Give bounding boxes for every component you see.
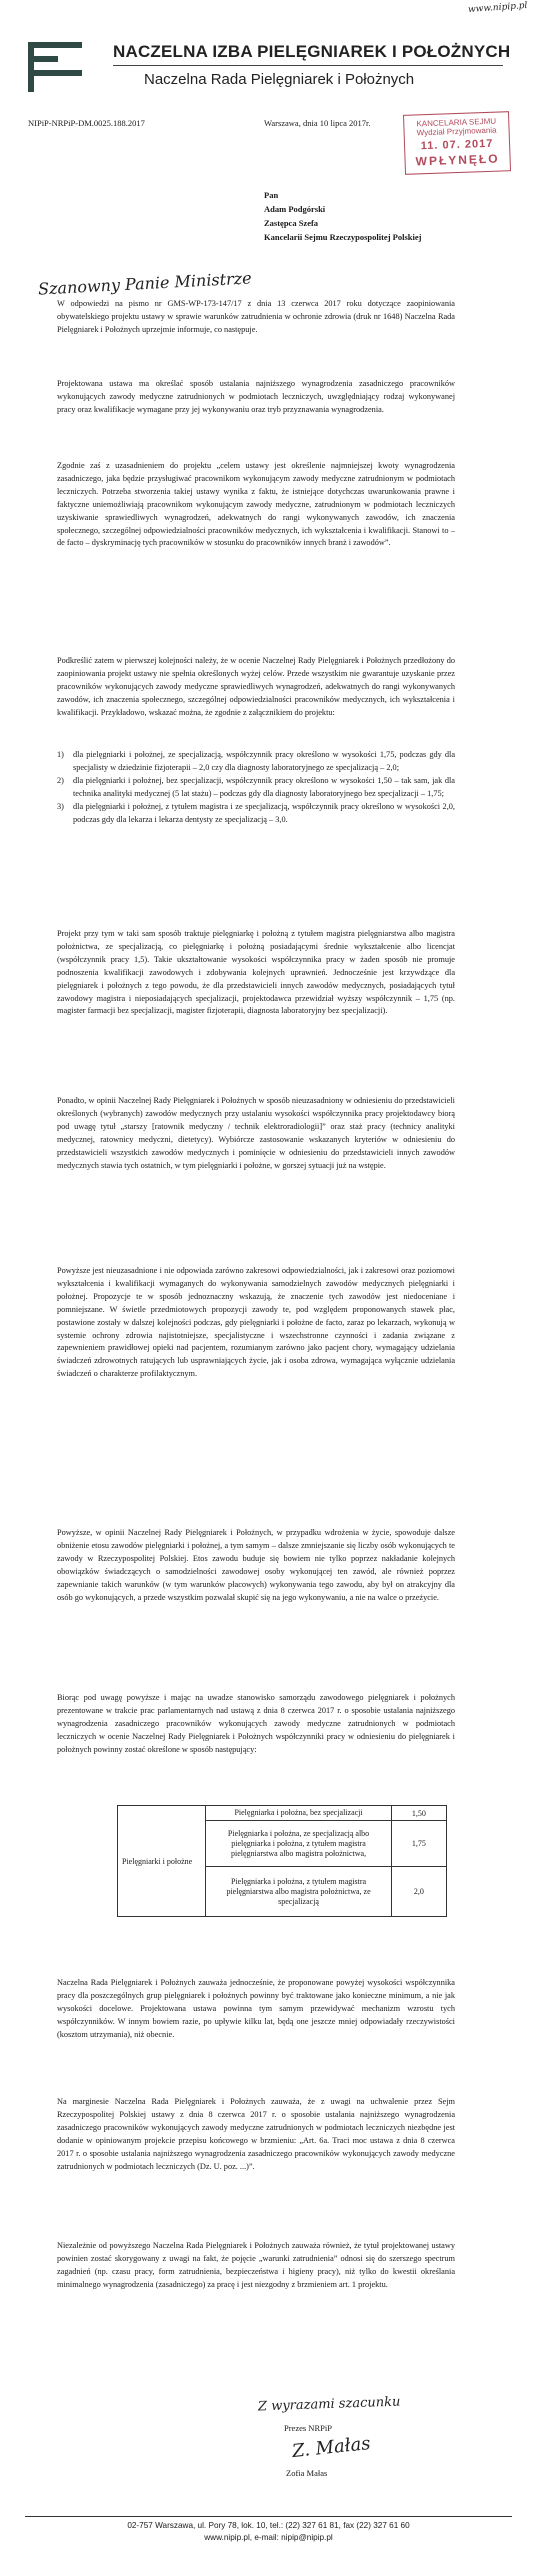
table-cell: 2,0 [391,1867,446,1917]
table-cell: Pielęgniarka i położna, z tytułem magistra pielęgniarstwa albo magistra położnictwa, ze specjalizacją [206,1867,392,1917]
addressee-line: Kancelarii Sejmu Rzeczypospolitej Polskiej [264,232,422,242]
handwritten-closing: Z wyrazami szacunku [257,2394,401,2415]
paragraph: Projektowana ustawa ma określać sposób ustalania najniższego wynagrodzenia zasadniczego pracowników wykonujących zawody medyczne zatrudnionych w podmiotach leczniczych, uwzględniający rodzaj wykonywanej pracy oraz kwalifikacje wymagane przy jej wykonywaniu oraz tryb przyznawania wynagrodzenia. [57,379,455,414]
table-row [118,1806,447,1821]
table-cell: 1,75 [391,1821,446,1867]
handwritten-signature: Z. Małas [291,2432,372,2463]
top-handwritten-note: www.nipip.pl [467,0,528,16]
list-item: 3) dla pielęgniarki i położnej, z tytułem magistra i ze specjalizacją, współczynnik pracy określono w wysokości 2,0, podczas gdy dla lekarza i lekarza dentysty ze specjalizacją – 3,0. [57,801,455,824]
stamp-label: WPŁYNĘŁO [415,151,500,169]
table-cell: Pielęgniarka i położna, ze specjalizacją albo pielęgniarka i położna, z tytułem magistra pielęgniarstwa albo magistra położnictwa, [206,1821,392,1867]
paragraph: Zgodnie zaś z uzasadnieniem do projektu „celem ustawy jest określenie najmniejszej kwoty wynagrodzenia zasadniczego, jaka będzie przysługiwać pracownikom wykonującym zawody medyczne zatrudnionym w podmiotach leczniczych. Potrzeba stworzenia takiej ustawy wynika z faktu, że istniejące dotychczas uwarunkowania prawne i faktyczne uniemożliwiają pracownikom wykonującym zawody medyczne, zatrudnionym w podmiotach leczniczych uzyskiwanie sprawiedliwych wynagrodzeń, adekwatnych do rangi wykonywanych zawodów, ich znaczenia społecznego, szczególnej odpowiedzialności pracowników medycznych, ich wykształcenia i kwalifikacji. Stanowi to – de facto – dyskryminację tych pracowników w stosunku do pracowników innych branż i zawodów”. [57,461,455,548]
footer-contact: www.nipip.pl, e-mail: nipip@nipip.pl [204,2533,333,2542]
handwritten-greeting: Szanowny Panie Ministrze [37,268,253,299]
nipip-logo [28,42,82,92]
paragraph: Na marginesie Naczelna Rada Pielęgniarek i Położnych zauważa, że z uwagi na uchwalenie przez Sejm Rzeczypospolitej Polskiej ustawy z dnia 8 czerwca 2017 r. o sposobie ustalania najniższego wynagrodzenia zasadniczego pracowników wykonujących zawody medyczne zatrudnionych w podmiotach leczniczych niezbędne jest dodanie w opiniowanym projekcie przepisu końcowego w brzmieniu: „Art. 6a. Traci moc ustawa z dnia 8 czerwca 2017 r. o sposobie ustalania najniższego wynagrodzenia zasadniczego pracowników wykonujących zawody medyczne zatrudnionych w podmiotach leczniczych (Dz. U. poz. ...)”. [57,2097,455,2171]
letterhead-divider [113,65,503,66]
receipt-stamp [403,111,511,175]
letterhead [28,38,511,102]
footer-divider [25,2516,512,2517]
paragraph: Projekt przy tym w taki sam sposób traktuje pielęgniarkę i położną z tytułem magistra pielęgniarstwa albo magistra położnictwa, ze specjalizacją, co pielęgniarkę i położną posiadającymi średnie wykształcenie albo licencjat (współczynnik pracy 1,5). Takie ukształtowanie wysokości współczynnika pracy w żaden sposób nie promuje podnoszenia kwalifikacji zawodowych i zdobywania kolejnych uprawnień. Jednocześnie jest krzywdzące dla pielęgniarek i położnych z tego powodu, że dla przedstawicieli innych zawodów medycznych, posiadających tytuł zawodowy magistra i nieposiadających specjalizacji, projektodawca przewidział wyższy współczynnik – 1,75 (np. magister farmacji bez specjalizacji, magister fizjoterapii, diagnosta laboratoryjny bez specjalizacji). [57,929,455,1016]
footer-address: 02-757 Warszawa, ul. Pory 78, lok. 10, tel.: (22) 327 61 81, fax (22) 327 61 60 [127,2521,410,2530]
paragraph: Niezależnie od powyższego Naczelna Rada Pielęgniarek i Położnych zauważa również, że tytuł projektowanej ustawy powinien zostać skorygowany z uwagi na fakt, że pojęcie „warunki zatrudnienia” odnosi się do szerszego spectrum zagadnień (np. czasu pracy, form zatrudnienia, bezpieczeństwa i higieny pracy), niż tylko do kwestii określania minimalnego wynagrodzenia (zasadniczego) za pracę i jest niezgodny z brzmieniem art. 1 projektu. [57,2241,455,2289]
paragraph: W odpowiedzi na pismo nr GMS-WP-173-147/17 z dnia 13 czerwca 2017 roku dotyczące zaopiniowania obywatelskiego projektu ustawy w sprawie warunków zatrudnienia w ochronie zdrowia (druk nr 1648) Naczelna Rada Pielęgniarek i Położnych uprzejmie informuje, co następuje. [57,299,455,334]
signatory-name: Zofia Małas [286,2468,328,2478]
coefficient-table [117,1805,447,1917]
paragraph: Podkreślić zatem w pierwszej kolejności należy, że w ocenie Naczelnej Rady Pielęgniarek i Położnych przedłożony do zaopiniowania projekt ustawy nie spełnia określonych wyżej celów. Przede wszystkim nie gwarantuje uzyskanie przez pracowników wykonujących zawody medyczne sprawiedliwych wynagrodzeń, adekwatnych do rangi wykonywanych zawodów, ich znaczenia społecznego, szczególnej odpowiedzialności pracowników medycznych, ich wykształcenia i kwalifikacji. Przykładowo, wskazać można, że zgodnie z załącznikiem do projektu: [57,656,455,717]
signatory-title: Prezes NRPiP [284,2423,332,2433]
list-item: 1) dla pielęgniarki i położnej, ze specjalizacją, współczynnik pracy określono w wysokości 1,75, podczas gdy dla specjalisty w dziedzinie fizjoterapii – 2,0 czy dla diagnosty laboratoryjnego ze specjalizacją – 2,0; [57,750,455,772]
addressee-line: Zastępca Szefa [264,218,319,228]
paragraph: Biorąc pod uwagę powyższe i mając na uwadze stanowisko samorządu zawodowego pielęgniarek i położnych prezentowane w trakcie prac parlamentarnych nad ustawą z dnia 8 czerwca 2017 r. o sposobie ustalania najniższego wynagrodzenia zasadniczego pracowników wykonujących zawody medyczne zatrudnionych w podmiotach leczniczych w ocenie Naczelnej Rady Pielęgniarek i Położnych współczynniki pracy w odniesieniu do pielęgniarek i położnych powinny zostać określone w sposób następujący: [57,1693,455,1754]
addressee-line: Adam Podgórski [264,204,326,214]
reference-number: NIPiP-NRPiP-DM.0025.188.2017 [28,118,145,128]
list-item: 2) dla pielęgniarki i położnej, bez specjalizacji, współczynnik pracy określono w wysokości 1,50 – tak sam, jak dla technika analityki medycznej (5 lat stażu) – podczas gdy dla diagnosty laboratoryjnego bez specjalizacji – 1,75; [57,775,455,798]
paragraph: Ponadto, w opinii Naczelnej Rady Pielęgniarek i Położnych w sposób nieuzasadniony w odniesieniu do przedstawicieli określonych (wybranych) zawodów medycznych przy ustalaniu wysokości współczynnika pracy projektodawcy biorą pod uwagę tytuł „starszy [ratownik medyczny / technik elektroradiologii]” oraz staż pracy (technicy analityki medycznej, ratownicy medyczni, dietetycy). Wybiórcze zastosowanie wskazanych kryteriów w odniesieniu do przedstawicieli wszystkich zawodów medycznych i pominięcie w odniesieniu do przedstawicieli innych zawodów medycznych stawia tych ostatnich, w tym pielęgniarki i położne, w gorszej sytuacji już na wstępie. [57,1096,455,1170]
letterhead-subtitle: Naczelna Rada Pielęgniarek i Położnych [144,71,415,88]
table-row-header: Pielęgniarki i położne [118,1806,206,1917]
table-cell: 1,50 [391,1806,446,1821]
paragraph: Powyższe jest nieuzasadnione i nie odpowiada zarówno zakresowi odpowiedzialności, jak i zakresowi oraz poziomowi wykształcenia i kwalifikacji wymaganych do wykonywania samodzielnych zawodów medycznych pielęgniarki i położnej. Propozycje te w sposób jednoznaczny wskazują, że znaczenie tych zawodów jest niedoceniane i pomniejszane. W świetle przedmiotowych propozycji zawody te, pod względem proponowanych stawek płac, postawione zostały w dalszej kolejności podczas, gdy pielęgniarki i położne de facto, zaraz po lekarzach, wykonują w systemie ochrony zdrowia najistotniejsze, specjalistyczne i wszechstronne czynności i zadania związane z zapewnieniem prawidłowej opieki nad pacjentem, rozumianym zarówno jako pacjent chory, wymagający udzielania świadczeń zdrowotnych ratujących lub usprawniających życie, jak i osoba zdrowa, wymagająca wyłącznie udzielania świadczeń o charakterze profilaktycznym. [57,1266,455,1379]
stamp-line-2: Wydział Przyjmowania [416,125,497,138]
date-place: Warszawa, dnia 10 lipca 2017r. [264,118,371,128]
stamp-line-1: KANCELARIA SEJMU [416,116,497,129]
stamp-date: 11. 07. 2017 [420,137,494,153]
comparison-list [57,749,455,826]
paragraph: Naczelna Rada Pielęgniarek i Położnych zauważa jednocześnie, że proponowane powyżej wysokości współczynnika pracy dla poszczególnych grup pielęgniarek i położnych powinny być traktowane jako konieczne minimum, a nie jak wysokości docelowe. Projektowana ustawa powinna tym samym przewidywać mechanizm wzrostu tych współczynników. W innym bowiem razie, po upływie kilku lat, będą one jeszcze mniej odpowiadały rzeczywistości (kosztom utrzymania), niż obecnie. [57,1978,455,2039]
addressee-block [264,188,421,244]
table-cell: Pielęgniarka i położna, bez specjalizacji [206,1806,392,1821]
paragraph: Powyższe, w opinii Naczelnej Rady Pielęgniarek i Położnych, w przypadku wdrożenia w życie, spowoduje dalsze obniżenie etosu zawodów pielęgniarki i położnej, a tym samym – dalsze zmniejszanie się liczby osób wykonujących te zawody w Rzeczypospolitej Polskiej. Etos zawodu buduje się bowiem nie tylko poprzez nakładanie kolejnych obowiązków świadczących o samodzielności zawodowej osoby wykonującej ten zawód, ale również poprzez zapewnianie takich warunków (w tym warunków płacowych) wykonywania tego zawodu, aby był on atrakcyjny dla osób go wykonujących, a przede wszystkim pozwalał skupić się na jego wykonywaniu, a nie na walce o przeżycie. [57,1528,455,1602]
addressee-line: Pan [264,190,279,200]
letterhead-title: NACZELNA IZBA PIELĘGNIAREK I POŁOŻNYCH [113,42,511,61]
